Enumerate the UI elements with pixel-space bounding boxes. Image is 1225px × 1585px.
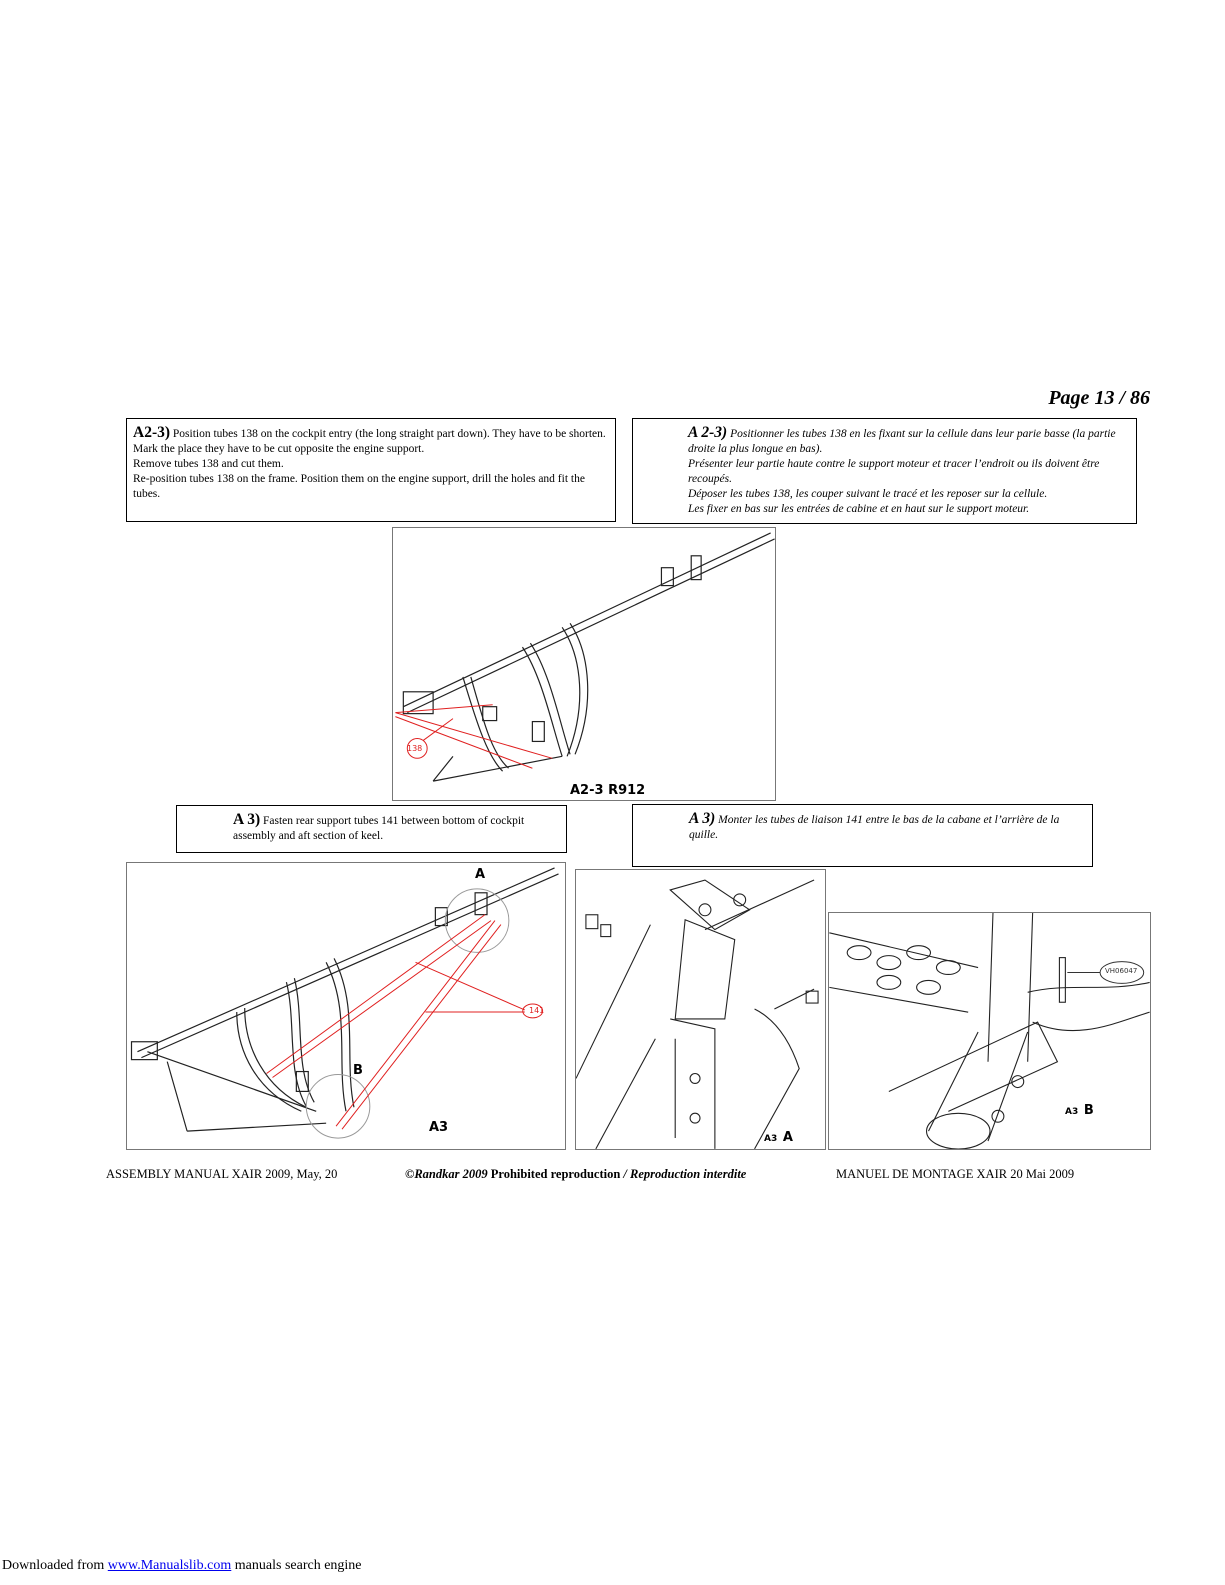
heading-a23-fr: A 2-3)	[688, 424, 728, 441]
figure-a3-main	[126, 862, 566, 1150]
figure-a3-detail-b	[828, 912, 1151, 1150]
a23-fr-line2: Présenter leur partie haute contre le support moteur et tracer l’endroit ou ils doivent être recoupés.	[688, 458, 1100, 485]
a23-en-line2: Mark the place they have to be cut opposite the engine support.	[133, 443, 425, 455]
figure-a23-frame	[392, 527, 776, 801]
detail-b-prefix: A3	[1065, 1107, 1079, 1117]
detail-a-letter: A	[782, 1130, 793, 1145]
footer-brand: Randkar 2009	[414, 1167, 488, 1181]
detail-b-caption	[1065, 1099, 1094, 1118]
callout-141: 141	[529, 1006, 545, 1015]
footer-left: ASSEMBLY MANUAL XAIR 2009, May, 20	[106, 1167, 338, 1181]
heading-a23-en: A2-3)	[133, 424, 171, 441]
part-label-vh06047: VH06047	[1105, 967, 1138, 975]
a23-fr-line4: Les fixer en bas sur les entrées de cabine et en haut sur le support moteur.	[688, 503, 1030, 515]
footer-center	[405, 1167, 746, 1182]
callout-138: 138	[407, 744, 423, 753]
download-suffix: manuals search engine	[234, 1558, 362, 1573]
download-prefix: Downloaded from	[2, 1558, 105, 1573]
instruction-box-a23-fr	[632, 418, 1137, 524]
figure-caption-a3: A3	[429, 1120, 449, 1135]
footer-slash: /	[623, 1167, 627, 1181]
heading-a3-en: A 3)	[233, 811, 261, 828]
joint-drawing-b	[829, 913, 1150, 1149]
footer-interdite: Reproduction interdite	[630, 1167, 747, 1181]
page-number: Page 13 / 86	[1048, 387, 1150, 409]
a23-fr-line1: Positionner les tubes 138 en les fixant sur la cellule dans leur parie basse (la partie droite la plus longue en bas).	[688, 428, 1116, 455]
download-banner	[2, 1558, 362, 1574]
detail-b-letter: B	[1083, 1103, 1094, 1118]
a3-en-text: Fasten rear support tubes 141 between bottom of cockpit assembly and aft section of keel.	[233, 815, 525, 842]
heading-a3-fr: A 3)	[689, 810, 716, 827]
detail-a-caption	[764, 1126, 793, 1145]
instruction-box-a23-en	[126, 418, 616, 522]
instruction-box-a3-en	[176, 805, 567, 853]
figure-caption-a23: A2-3 R912	[570, 783, 646, 798]
detail-label-a: A	[475, 867, 486, 882]
frame-drawing-a23	[393, 528, 775, 800]
detail-a-prefix: A3	[764, 1134, 778, 1144]
a23-en-line3: Remove tubes 138 and cut them.	[133, 458, 284, 470]
footer-right: MANUEL DE MONTAGE XAIR 20 Mai 2009	[836, 1167, 1075, 1181]
a23-fr-line3: Déposer les tubes 138, les couper suivant le tracé et les reposer sur la cellule.	[688, 488, 1048, 500]
manualslib-link[interactable]: www.Manualslib.com	[107, 1558, 232, 1573]
a23-en-line4: Re-position tubes 138 on the frame. Position them on the engine support, drill the holes and fit the tubes.	[133, 473, 585, 500]
footer-copyright: ©	[405, 1167, 415, 1181]
frame-drawing-a3	[127, 863, 565, 1149]
detail-label-b: B	[353, 1063, 363, 1078]
a3-fr-text: Monter les tubes de liaison 141 entre le bas de la cabane et l’arrière de la quille.	[689, 814, 1060, 841]
figure-a3-detail-a	[575, 869, 826, 1150]
footer-prohibited: Prohibited reproduction	[490, 1167, 621, 1181]
a23-en-line1: Position tubes 138 on the cockpit entry (the long straight part down). They have to be shorten.	[172, 428, 606, 440]
bracket-drawing-a	[576, 870, 825, 1149]
instruction-box-a3-fr	[632, 804, 1093, 867]
